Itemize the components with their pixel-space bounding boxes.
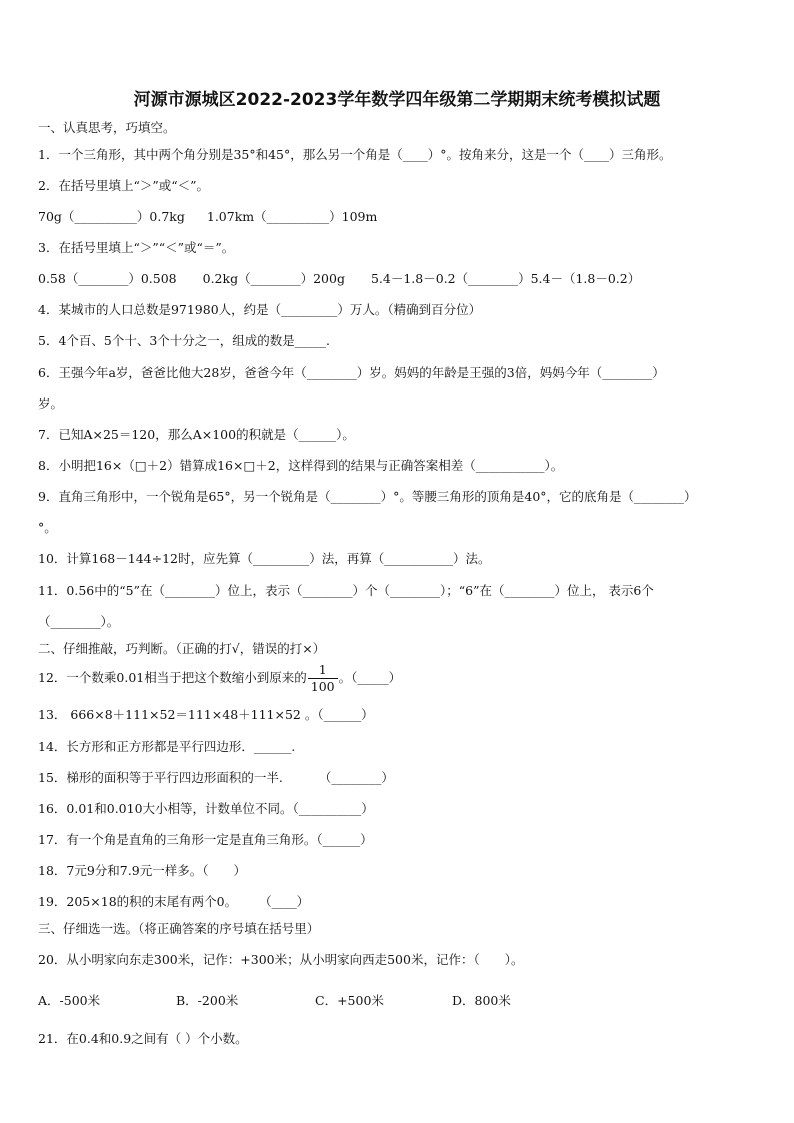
fraction-numerator: 1 <box>308 662 338 679</box>
question-1: 1．一个三角形，其中两个角分别是35°和45°，那么另一个角是（____）°。按角来分，这是一个（____）三角形。 <box>38 147 672 162</box>
question-9-continued: °。 <box>38 520 57 535</box>
question-20: 20．从小明家向东走300米，记作：+300米；从小明家向西走500米，记作：（ ）。 <box>38 952 524 967</box>
choice-d: D．800米 <box>452 993 511 1008</box>
section-heading-3: 三、仔细选一选。（将正确答案的序号填在括号里） <box>38 921 320 936</box>
question-15 <box>38 769 394 787</box>
question-2: 2．在括号里填上“＞”或“＜”。 <box>38 178 210 193</box>
question-10: 10．计算168－144÷12时，应先算（_________）法，再算（___________）法。 <box>38 551 491 566</box>
question-11: 11．0.56中的“5”在（________）位上，表示（________）个（________）；“6”在（________）位上， 表示6个 <box>38 583 654 598</box>
question-2-item-b: 1.07km（__________）109m <box>206 209 378 224</box>
question-11-continued: （________）。 <box>38 614 120 629</box>
question-19 <box>38 893 309 911</box>
question-21: 21．在0.4和0.9之间有（ ）个小数。 <box>38 1031 248 1046</box>
question-12-answer: 。（_____） <box>338 670 402 685</box>
question-15-answer: （________） <box>318 770 394 785</box>
section-heading-2: 二、仔细推敲，巧判断。（正确的打√，错误的打×） <box>38 641 326 656</box>
question-3: 3．在括号里填上“＞”“＜”或“＝”。 <box>38 240 235 255</box>
question-12 <box>38 660 401 696</box>
question-2-item-a: 70g（__________）0.7kg <box>38 209 185 224</box>
page-title: 河源市源城区2022-2023学年数学四年级第二学期期末统考模拟试题 <box>133 90 661 110</box>
question-3-item-c: 5.4－1.8－0.2（________）5.4－（1.8－0.2） <box>370 271 641 286</box>
question-14: 14．长方形和正方形都是平行四边形．______. <box>38 739 296 754</box>
section-heading-1: 一、认真思考，巧填空。 <box>38 120 176 135</box>
question-6-continued: 岁。 <box>38 396 64 411</box>
question-2-row <box>38 208 377 226</box>
question-3-row <box>38 270 640 288</box>
choice-a: A．-500米 <box>38 993 101 1008</box>
fraction-one-hundredth <box>308 662 338 695</box>
question-8: 8．小明把16×（□＋2）错算成16×□＋2，这样得到的结果与正确答案相差（___________）。 <box>38 458 564 473</box>
question-9: 9．直角三角形中，一个锐角是65°，另一个锐角是（________）°。等腰三角形的顶角是40°，它的底角是（________） <box>38 489 697 504</box>
question-3-item-b: 0.2kg（________）200g <box>202 271 345 286</box>
question-19-text: 19．205×18的积的末尾有两个0。 <box>38 894 238 909</box>
question-15-text: 15．梯形的面积等于平行四边形面积的一半. <box>38 770 283 785</box>
question-19-answer: （____） <box>259 894 310 909</box>
question-16: 16．0.01和0.010大小相等，计数单位不同。（__________） <box>38 801 374 816</box>
question-3-item-a: 0.58（________）0.508 <box>38 271 177 286</box>
question-4: 4．某城市的人口总数是971980人，约是（_________）万人。（精确到百分位） <box>38 302 482 317</box>
choice-b: B．-200米 <box>176 993 239 1008</box>
question-7: 7．已知A×25＝120，那么A×100的积就是（______）。 <box>38 427 355 442</box>
question-13: 13． 666×8＋111×52＝111×48＋111×52 。（______） <box>38 707 374 722</box>
choice-c: C．+500米 <box>315 993 384 1008</box>
question-5: 5．4个百、5个十、3个十分之一，组成的数是_____. <box>38 333 331 348</box>
question-12-text: 12．一个数乘0.01相当于把这个数缩小到原来的 <box>38 670 307 685</box>
question-6: 6．王强今年a岁，爸爸比他大28岁，爸爸今年（________）岁。妈妈的年龄是王强的3倍，妈妈今年（________） <box>38 365 665 380</box>
question-17: 17．有一个角是直角的三角形一定是直角三角形。（______） <box>38 832 373 847</box>
fraction-denominator: 100 <box>310 679 335 694</box>
question-18: 18．7元9分和7.9元一样多。（ ） <box>38 863 246 878</box>
